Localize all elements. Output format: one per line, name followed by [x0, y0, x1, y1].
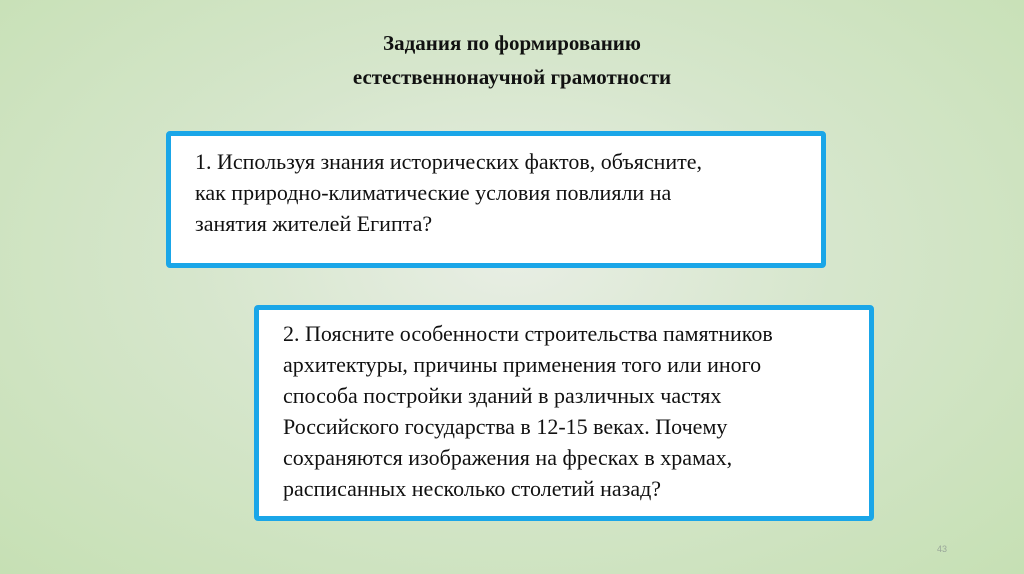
task-2-line-1: 2. Поясните особенности строительства памятников	[283, 321, 773, 346]
slide-title-line-2: естественнонаучной грамотности	[352, 65, 672, 89]
task-2-line-3: способа постройки зданий в различных частях	[283, 383, 722, 408]
page-number: 43	[936, 544, 947, 554]
task-2-line-2: архитектуры, причины применения того или иного	[283, 352, 762, 377]
task-1-line-2: как природно-климатические условия повлияли на	[195, 180, 672, 205]
task-2-line-5: сохраняются изображения на фресках в храмах,	[283, 445, 733, 470]
task-1-line-3: занятия жителей Египта?	[195, 211, 433, 236]
slide-title	[0, 26, 1024, 94]
task-2-line-6: расписанных несколько столетий назад?	[283, 476, 662, 501]
task-2-line-4: Российского государства в 12-15 веках. Почему	[283, 414, 728, 439]
task-1-box	[166, 131, 826, 268]
task-2-box	[254, 305, 874, 521]
slide-title-line-1: Задания по формированию	[383, 31, 641, 55]
task-1-line-1: 1. Используя знания исторических фактов, объясните,	[195, 149, 703, 174]
